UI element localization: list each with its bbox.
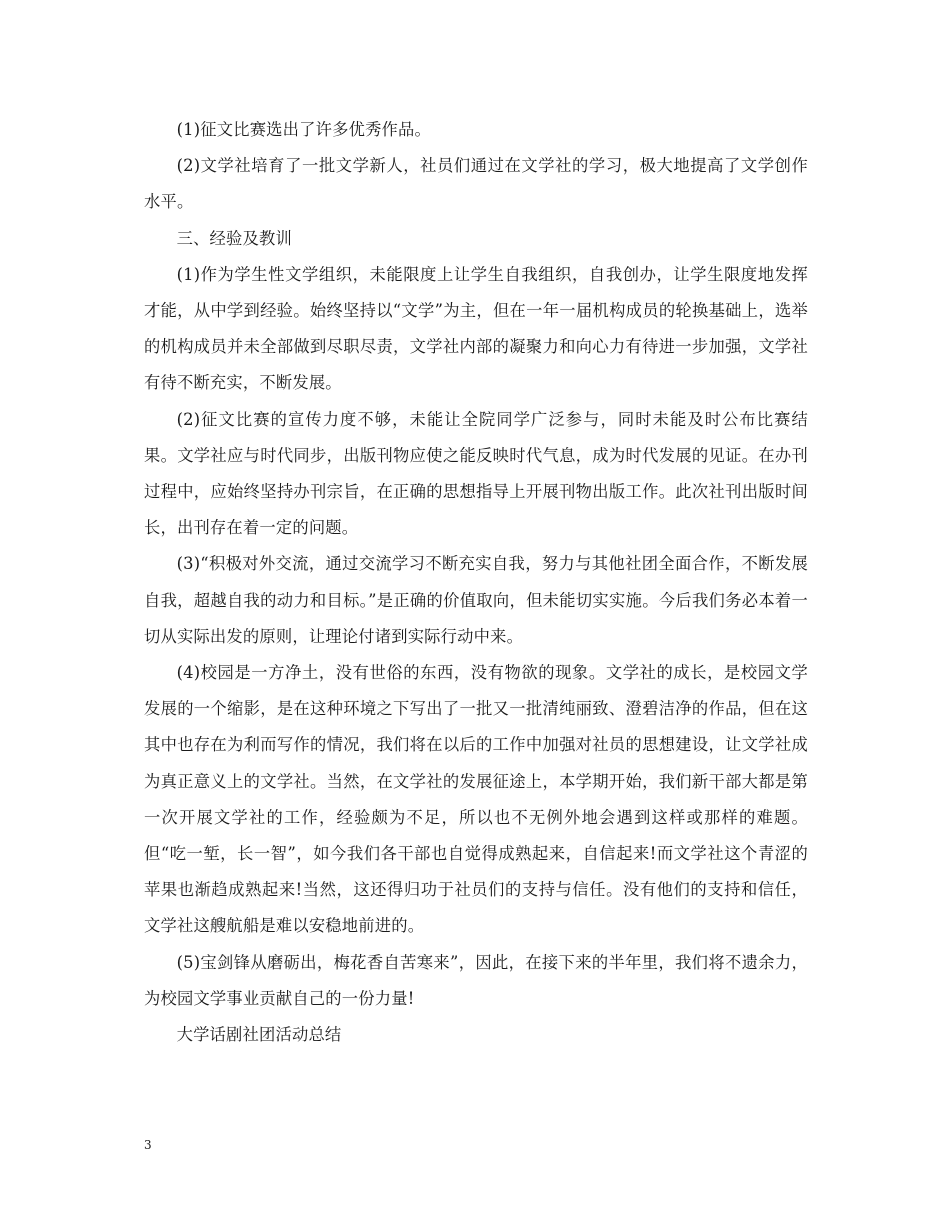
paragraph-lesson-3: (3)“积极对外交流，通过交流学习不断充实自我，努力与其他社团全面合作，不断发展自我，超越自我的动力和目标。”是正确的价值取向，但未能切实实施。今后我们务必本着一切从实际出发的原则，让理论付诸到实际行动中来。: [144, 554, 808, 646]
paragraph-result-2: (2)文学社培育了一批文学新人，社员们通过在文学社的学习，极大地提高了文学创作水平。: [144, 156, 808, 212]
next-section-title: 大学话剧社团活动总结: [176, 1025, 342, 1045]
section-heading-lessons: 三、经验及教训: [176, 228, 292, 248]
paragraph-lesson-5: (5)宝剑锋从磨砺出，梅花香自苦寒来”，因此，在接下来的半年里，我们将不遗余力，为校园文学事业贡献自己的一份力量!: [144, 952, 808, 1008]
paragraph-lesson-4: (4)校园是一方净土，没有世俗的东西，没有物欲的现象。文学社的成长，是校园文学发展的一个缩影，是在这种环境之下写出了一批又一批清纯丽致、澄碧洁净的作品，但在这其中也存在为利而写作的情况，我们将在以后的工作中加强对社员的思想建设，让文学社成为真正意义上的文学社。当然，在文学社的发展征途上，本学期开始，我们新干部大都是第一次开展文学社的工作，经验颇为不足，所以也不无例外地会遇到这样或那样的难题。但“吃一堑，长一智”，如今我们各干部也自觉得成熟起来，自信起来!而文学社这个青涩的苹果也渐趋成熟起来!当然，这还得归功于社员们的支持与信任。没有他们的支持和信任，文学社这艘航船是难以安稳地前进的。: [144, 663, 808, 936]
paragraph-result-1: (1)征文比赛选出了许多优秀作品。: [176, 120, 431, 139]
paragraph-lesson-1: (1)作为学生性文学组织，未能限度上让学生自我组织，自我创办，让学生限度地发挥才能，从中学到经验。始终坚持以“文学”为主，但在一年一届机构成员的轮换基础上，选举的机构成员并未全部做到尽职尽责，文学社内部的凝聚力和向心力有待进一步加强，文学社有待不断充实，不断发展。: [144, 264, 808, 393]
paragraph-lesson-2: (2)征文比赛的宣传力度不够，未能让全院同学广泛参与，同时未能及时公布比赛结果。文学社应与时代同步，出版刊物应使之能反映时代气息，成为时代发展的见证。在办刊过程中，应始终坚持办刊宗旨，在正确的思想指导上开展刊物出版工作。此次社刊出版时间长，出刊存在着一定的问题。: [144, 409, 808, 538]
page-number: 3: [144, 1138, 152, 1152]
document-body: [144, 112, 808, 1053]
